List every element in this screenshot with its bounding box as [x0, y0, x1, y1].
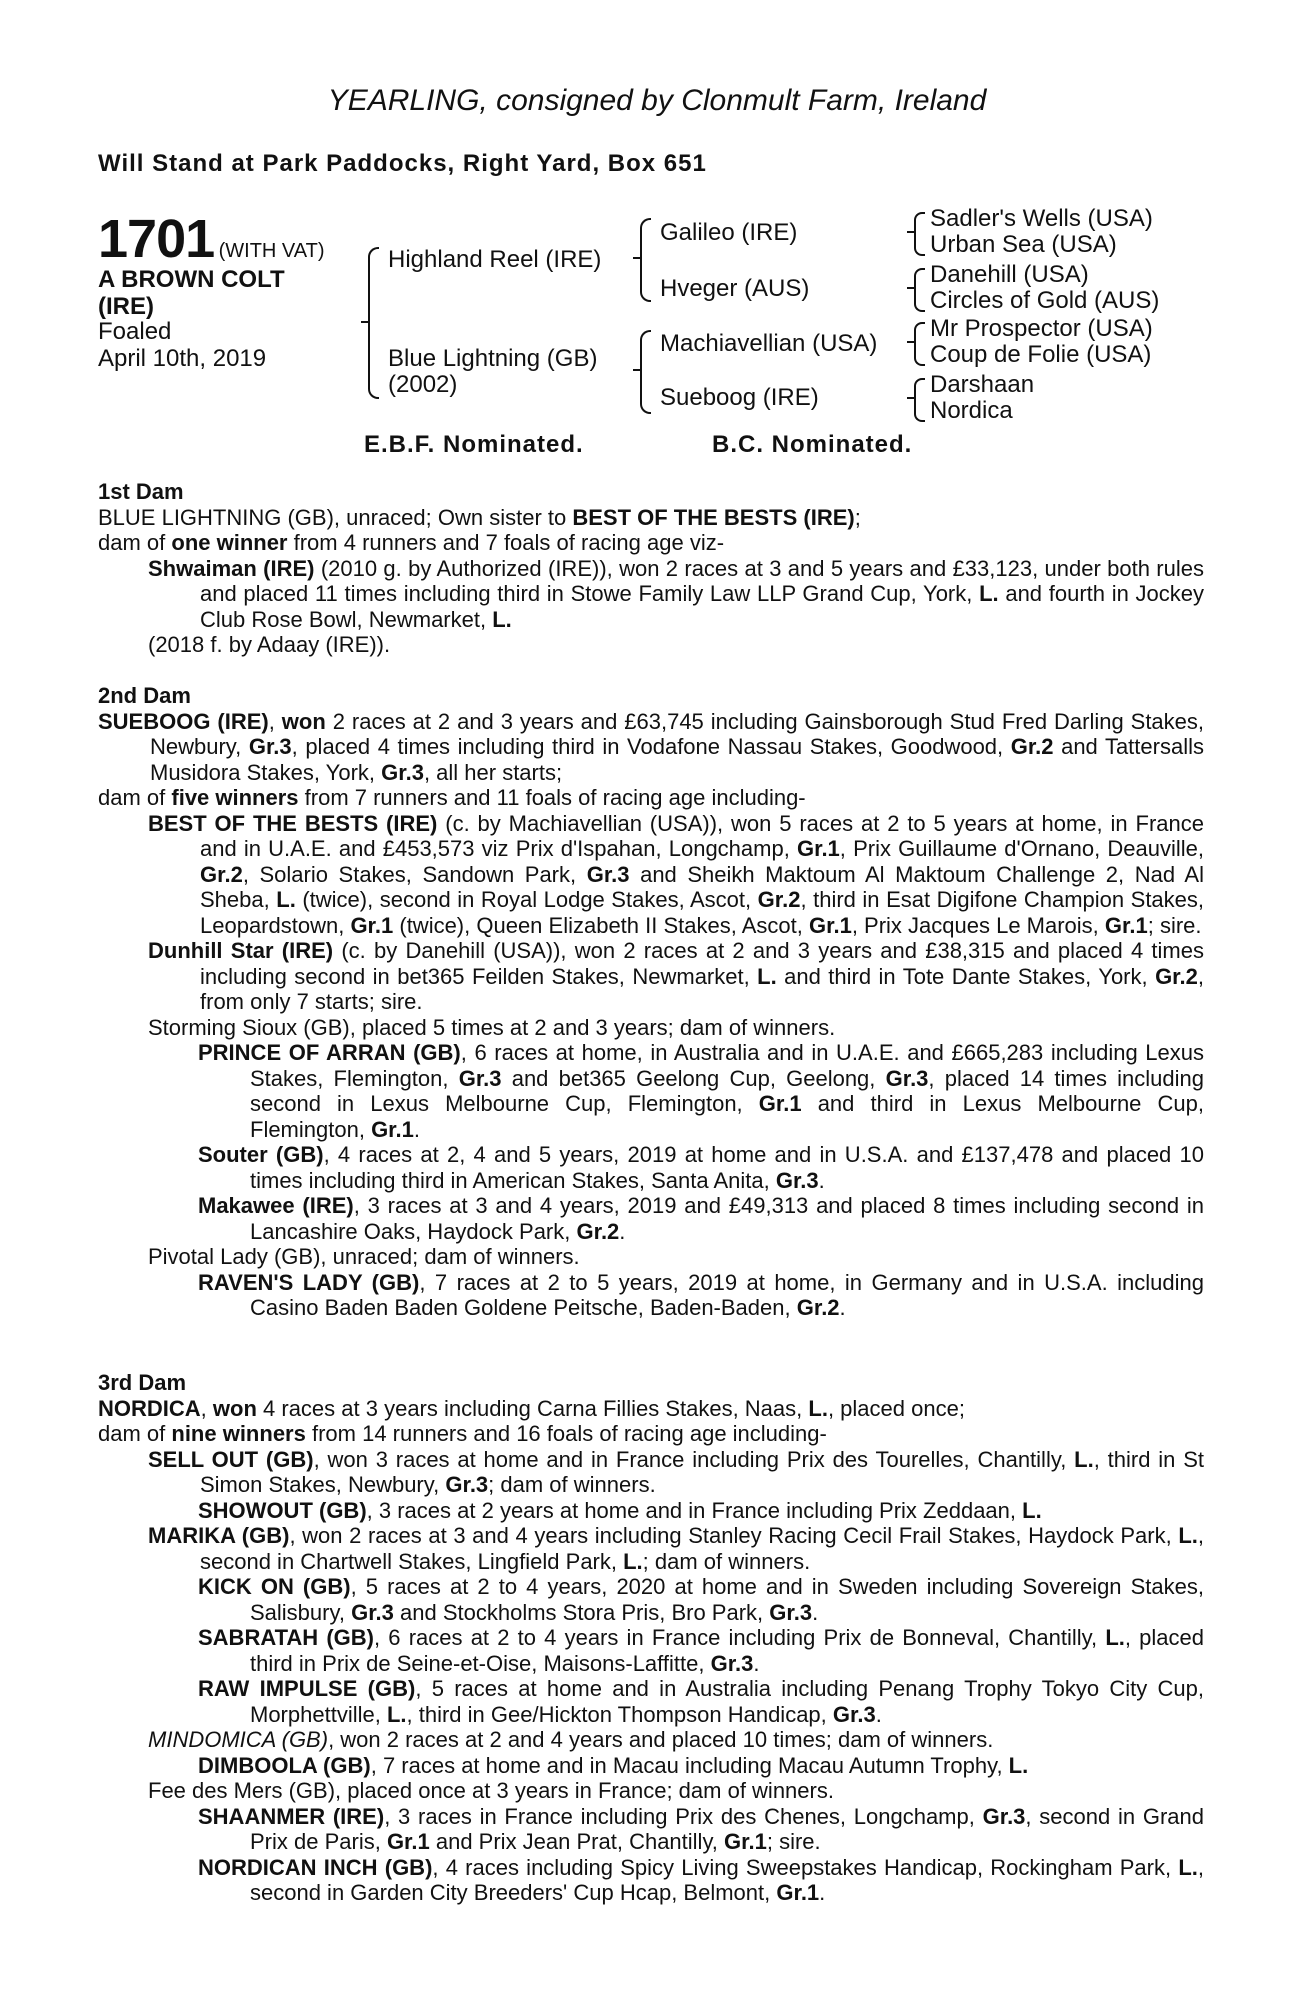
produce-marika: MARIKA (GB), won 2 races at 3 and 4 years including Stanley Racing Cecil Frail Stakes, Haydock Park, L., second in Chartwell Stakes, Lingfield Park, L.; dam of winners. — [148, 1523, 1204, 1574]
third-dam-title: 3rd Dam — [98, 1370, 187, 1395]
produce-sell-out: SELL OUT (GB), won 3 races at home and in France including Prix des Tourelles, Chantilly, L., third in St Simon Stakes, Newbury, Gr.3; dam of winners. — [148, 1446, 1204, 1497]
great-grandsire-3: Mr Prospector (USA) — [930, 315, 1153, 342]
produce-2018-filly: (2018 f. by Adaay (IRE)). — [148, 632, 391, 657]
produce-fee-des-mers: Fee des Mers (GB), placed once at 3 years in France; dam of winners. — [148, 1778, 834, 1803]
lot-number-line — [98, 208, 325, 270]
second-dam-title: 2nd Dam — [98, 683, 191, 708]
third-dam-produce-summary: dam of nine winners from 14 runners and 16 foals of racing age including- — [98, 1421, 827, 1446]
great-grandsire-2: Danehill (USA) — [930, 261, 1089, 288]
g3-brace-4 — [914, 378, 925, 422]
colt-description-2: (IRE) — [98, 293, 154, 320]
colt-description-1: A BROWN COLT — [98, 266, 285, 293]
dam-dam-name: Sueboog (IRE) — [660, 384, 819, 411]
grandproduce-dimboola: DIMBOOLA (GB), 7 races at home and in Macau including Macau Autumn Trophy, L. — [198, 1752, 1029, 1778]
grandproduce-makawee: Makawee (IRE), 3 races at 3 and 4 years, 2019 and £49,313 and placed 8 times including second in Lancashire Oaks, Haydock Park, Gr.2. — [198, 1193, 1204, 1244]
third-dam-intro: NORDICA, won 4 races at 3 years including Carna Fillies Stakes, Naas, L., placed once; — [98, 1395, 965, 1421]
great-granddam-1: Urban Sea (USA) — [930, 231, 1117, 258]
grandproduce-kick-on: KICK ON (GB), 5 races at 2 to 4 years, 2020 at home and in Sweden including Sovereign Stakes, Salisbury, Gr.3 and Stockholms Stora Pris, Bro Park, Gr.3. — [198, 1574, 1204, 1625]
produce-mindomica: MINDOMICA (GB), won 2 races at 2 and 4 years and placed 10 times; dam of winners. — [148, 1727, 994, 1752]
consignor-heading: YEARLING, consigned by Clonmult Farm, Ireland — [327, 84, 987, 117]
grandproduce-nordican-inch: NORDICAN INCH (GB), 4 races including Spicy Living Sweepstakes Handicap, Rockingham Park, L., second in Garden City Breeders' Cup Hcap, Belmont, Gr.1. — [198, 1854, 1204, 1905]
sire-name: Highland Reel (IRE) — [388, 246, 602, 273]
ebf-nominated: E.B.F. Nominated. — [364, 431, 584, 458]
sire-sire-name: Galileo (IRE) — [660, 219, 798, 246]
g3-brace-2-point — [907, 287, 914, 289]
vat-label: (WITH VAT) — [218, 240, 325, 262]
grandproduce-sabratah: SABRATAH (GB), 6 races at 2 to 4 years in France including Prix de Bonneval, Chantilly, L., placed third in Prix de Seine-et-Oise, Maisons-Laffitte, Gr.3. — [198, 1625, 1204, 1676]
great-granddam-4: Nordica — [930, 397, 1013, 424]
second-dam-section — [98, 683, 1204, 1321]
g3-brace-1-point — [907, 231, 914, 233]
g3-brace-3 — [914, 322, 925, 366]
first-dam-title: 1st Dam — [98, 479, 184, 504]
g3-brace-2 — [914, 268, 925, 312]
sire-dam-brace — [368, 247, 379, 399]
third-dam-section — [98, 1370, 1204, 1906]
grandproduce-showout: SHOWOUT (GB), 3 races at 2 years at home and in France including Prix Zeddaan, L. — [198, 1497, 1042, 1523]
first-dam-section — [98, 479, 1204, 658]
first-dam-intro: BLUE LIGHTNING (GB), unraced; Own sister to BEST OF THE BESTS (IRE); — [98, 504, 861, 530]
dam-sire-name: Machiavellian (USA) — [660, 330, 878, 357]
grandproduce-ravens-lady: RAVEN'S LADY (GB), 7 races at 2 to 5 years, 2019 at home, in Germany and in U.S.A. including Casino Baden Baden Goldene Peitsche, Baden-Baden, Gr.2. — [198, 1269, 1204, 1320]
stand-location: Will Stand at Park Paddocks, Right Yard, Box 651 — [98, 150, 707, 177]
g3-brace-3-point — [907, 341, 914, 343]
produce-pivotal-lady: Pivotal Lady (GB), unraced; dam of winners. — [148, 1244, 580, 1269]
grandproduce-prince-of-arran: PRINCE OF ARRAN (GB), 6 races at home, in Australia and in U.A.E. and £665,283 including Lexus Stakes, Flemington, Gr.3 and bet365 Geelong Cup, Geelong, Gr.3, placed 14 times including second in Lexus Melbourne Cup, Flemington, Gr.1 and third in Lexus Melbourne Cup, Flemington, Gr.1. — [198, 1040, 1205, 1142]
sire-dam-name: Hveger (AUS) — [660, 275, 810, 302]
produce-best-of-the-bests: BEST OF THE BESTS (IRE) (c. by Machiavellian (USA)), won 5 races at 2 to 5 years at home, in France and in U.A.E. and £453,573 viz Prix d'Ispahan, Longchamp, Gr.1, Prix Guillaume d'Ornano, Deauville, Gr.2, Solario Stakes, Sandown Park, Gr.3 and Sheikh Maktoum Al Maktoum Challenge 2, Nad Al Sheba, L. (twice), second in Royal Lodge Stakes, Ascot, Gr.2, third in Esat Digifone Champion Stakes, Leopardstown, Gr.1 (twice), Queen Elizabeth II Stakes, Ascot, Gr.1, Prix Jacques Le Marois, Gr.1; sire. — [148, 810, 1205, 938]
dam-parents-brace — [640, 330, 651, 414]
grandproduce-souter: Souter (GB), 4 races at 2, 4 and 5 years, 2019 at home and in U.S.A. and £137,478 and placed 10 times including third in American Stakes, Santa Anita, Gr.3. — [198, 1142, 1204, 1193]
great-grandsire-1: Sadler's Wells (USA) — [930, 205, 1153, 232]
dam-year: (2002) — [388, 371, 458, 398]
bc-nominated: B.C. Nominated. — [712, 431, 913, 458]
great-granddam-2: Circles of Gold (AUS) — [930, 287, 1160, 314]
lot-number: 1701 — [98, 209, 215, 269]
first-dam-produce-summary: dam of one winner from 4 runners and 7 foals of racing age viz- — [98, 530, 725, 555]
g3-brace-4-point — [907, 397, 914, 399]
great-granddam-3: Coup de Folie (USA) — [930, 341, 1152, 368]
grandproduce-shaanmer: SHAANMER (IRE), 3 races in France including Prix des Chenes, Longchamp, Gr.3, second in Grand Prix de Paris, Gr.1 and Prix Jean Prat, Chantilly, Gr.1; sire. — [198, 1803, 1204, 1854]
second-dam-intro: SUEBOOG (IRE), won 2 races at 2 and 3 years and £63,745 including Gainsborough Stud Fred Darling Stakes, Newbury, Gr.3, placed 4 times including third in Vodafone Nassau Stakes, Goodwood, Gr.2 and Tattersalls Musidora Stakes, York, Gr.3, all her starts; — [98, 708, 1205, 785]
sire-parents-brace — [640, 218, 651, 302]
foaled-label: Foaled — [98, 318, 172, 345]
sire-dam-brace-point — [361, 321, 368, 323]
sire-parents-brace-point — [633, 257, 640, 259]
great-grandsire-4: Darshaan — [930, 371, 1035, 398]
g3-brace-1 — [914, 212, 925, 256]
dam-parents-brace-point — [633, 369, 640, 371]
produce-shwaiman: Shwaiman (IRE) (2010 g. by Authorized (IRE)), won 2 races at 3 and 5 years and £33,123, under both rules and placed 11 times including third in Stowe Family Law LLP Grand Cup, York, L. and fourth in Jockey Club Rose Bowl, Newmarket, L. — [148, 555, 1204, 632]
second-dam-produce-summary: dam of five winners from 7 runners and 11 foals of racing age including- — [98, 785, 806, 810]
produce-storming-sioux: Storming Sioux (GB), placed 5 times at 2 and 3 years; dam of winners. — [148, 1014, 836, 1040]
foaled-date: April 10th, 2019 — [98, 345, 267, 372]
grandproduce-raw-impulse: RAW IMPULSE (GB), 5 races at home and in Australia including Penang Trophy Tokyo City Cup, Morphettville, L., third in Gee/Hickton Thompson Handicap, Gr.3. — [198, 1676, 1204, 1727]
dam-name: Blue Lightning (GB) — [388, 345, 598, 372]
produce-dunhill-star: Dunhill Star (IRE) (c. by Danehill (USA)), won 2 races at 2 and 3 years and £38,315 and placed 4 times including second in bet365 Feilden Stakes, Newmarket, L. and third in Tote Dante Stakes, York, Gr.2, from only 7 starts; sire. — [148, 938, 1204, 1014]
